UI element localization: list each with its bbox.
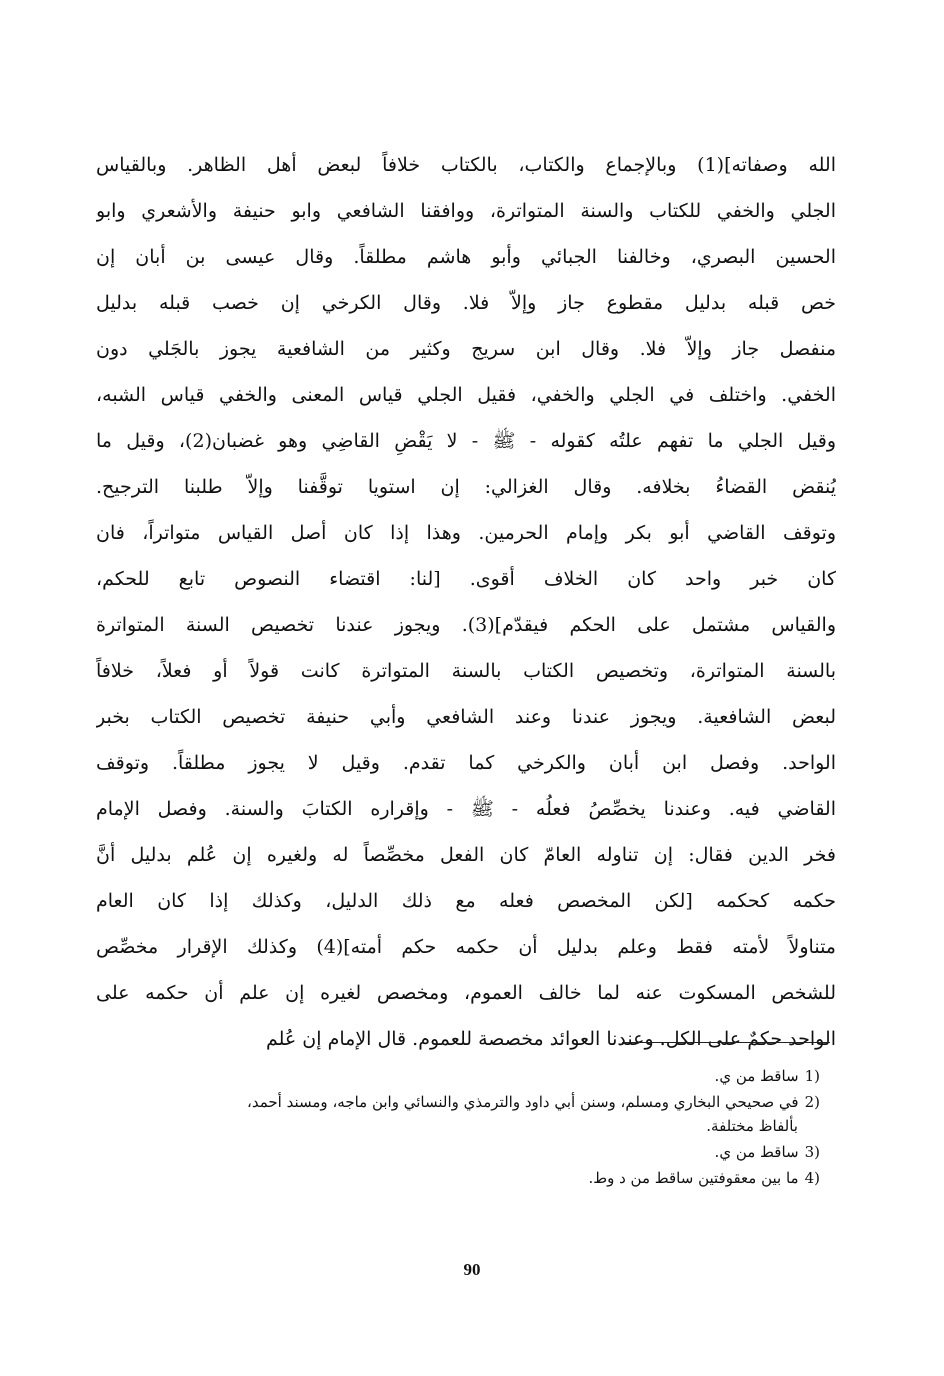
footnotes: [110, 1064, 820, 1192]
footnote-continuation: بألفاظ مختلفة.: [706, 1117, 798, 1135]
footnote-number: (2: [804, 1093, 820, 1111]
text-line: لبعض الشافعية. ويجوز عندنا وعند الشافعي وأبي حنيفة تخصيص الكتاب بخبر: [96, 706, 836, 728]
text-line: بالسنة المتواترة، وتخصيص الكتاب بالسنة المتواترة كانت قولاً أو فعلاً، خلافاً: [96, 660, 836, 682]
text-line: الجلي والخفي للكتاب والسنة المتواترة، ووافقنا الشافعي وابو حنيفة والأشعري وابو: [96, 200, 836, 222]
text-line: متناولاً لأمته فقط وعلم بدليل أن حكمه حكم أمته](4) وكذلك الإقرار مخصِّص: [96, 936, 836, 958]
footnote-item: [110, 1166, 820, 1190]
text-line: الواحد. وفصل ابن أبان والكرخي كما تقدم. وقيل لا يجوز مطلقاً. وتوقف: [96, 752, 836, 774]
footnote-item: [110, 1064, 820, 1088]
footnote-number: (3: [804, 1143, 820, 1161]
footnote-item: [110, 1090, 820, 1138]
text-line: فخر الدين فقال: إن تناوله العامّ كان الفعل مخصِّصاً له ولغيره إن عُلم بدليل أنَّ: [96, 844, 836, 866]
text-line: خص قبله بدليل مقطوع جاز وإلاّ فلا. وقال الكرخي إن خصب قبله بدليل: [96, 292, 836, 314]
text-line: الحسين البصري، وخالفنا الجبائي وأبو هاشم مطلقاً. وقال عيسى بن أبان إن: [96, 246, 836, 268]
text-line: الله وصفاته](1) وبالإجماع والكتاب، بالكتاب خلافاً لبعض أهل الظاهر. وبالقياس: [96, 154, 836, 176]
text-line: والقياس مشتمل على الحكم فيقدّم](3). ويجوز عندنا تخصيص السنة المتواترة: [96, 614, 836, 636]
text-line: وتوقف القاضي أبو بكر وإمام الحرمين. وهذا إذا كان أصل القياس متواتراً، فان: [96, 522, 836, 544]
text-line: الواحد حكمٌ على الكل. وعندنا العوائد مخصصة للعموم. قال الإمام إن عُلم: [266, 1028, 836, 1050]
footnote-text: ساقط من ي.: [714, 1143, 799, 1161]
text-line: كان خبر واحد كان الخلاف أقوى. [لنا: اقتضاء النصوص تابع للحكم،: [96, 568, 836, 590]
text-line: حكمه كحكمه [لكن المخصص فعله مع ذلك الدليل، وكذلك إذا كان العام: [96, 890, 836, 912]
footnote-text: ساقط من ي.: [714, 1067, 799, 1085]
text-line: القاضي فيه. وعندنا يخصِّصُ فعلُه - ﷺ - وإقراره الكتابَ والسنة. وفصل الإمام: [96, 798, 836, 820]
text-line: وقيل الجلي ما تفهم علتُه كقوله - ﷺ - لا يَقْضِ القاضِي وهو غضبان(2)، وقيل ما: [96, 430, 836, 452]
footnote-divider: [622, 1042, 830, 1043]
text-line: للشخص المسكوت عنه لما خالف العموم، ومخصص لغيره إن علم أن حكمه على: [96, 982, 836, 1004]
footnote-item: [110, 1140, 820, 1164]
footnote-number: (4: [804, 1169, 820, 1187]
text-line: يُنقض القضاءُ بخلافه. وقال الغزالي: إن استويا توقَّفنا وإلاّ طلبنا الترجيح.: [96, 476, 836, 498]
text-line: منفصل جاز وإلاّ فلا. وقال ابن سريج وكثير من الشافعية يجوز بالجَلي دون: [96, 338, 836, 360]
footnote-text: ما بين معقوفتين ساقط من د وط.: [588, 1169, 799, 1187]
main-text: [96, 142, 836, 1062]
text-line: الخفي. واختلف في الجلي والخفي، فقيل الجلي قياس المعنى والخفي قياس الشبه،: [96, 384, 836, 406]
page-number: 90: [463, 1260, 481, 1279]
footnote-number: (1: [804, 1067, 820, 1085]
footnote-text: في صحيحي البخاري ومسلم، وسنن أبي داود والترمذي والنسائي وابن ماجه، ومسند أحمد،: [247, 1093, 799, 1111]
